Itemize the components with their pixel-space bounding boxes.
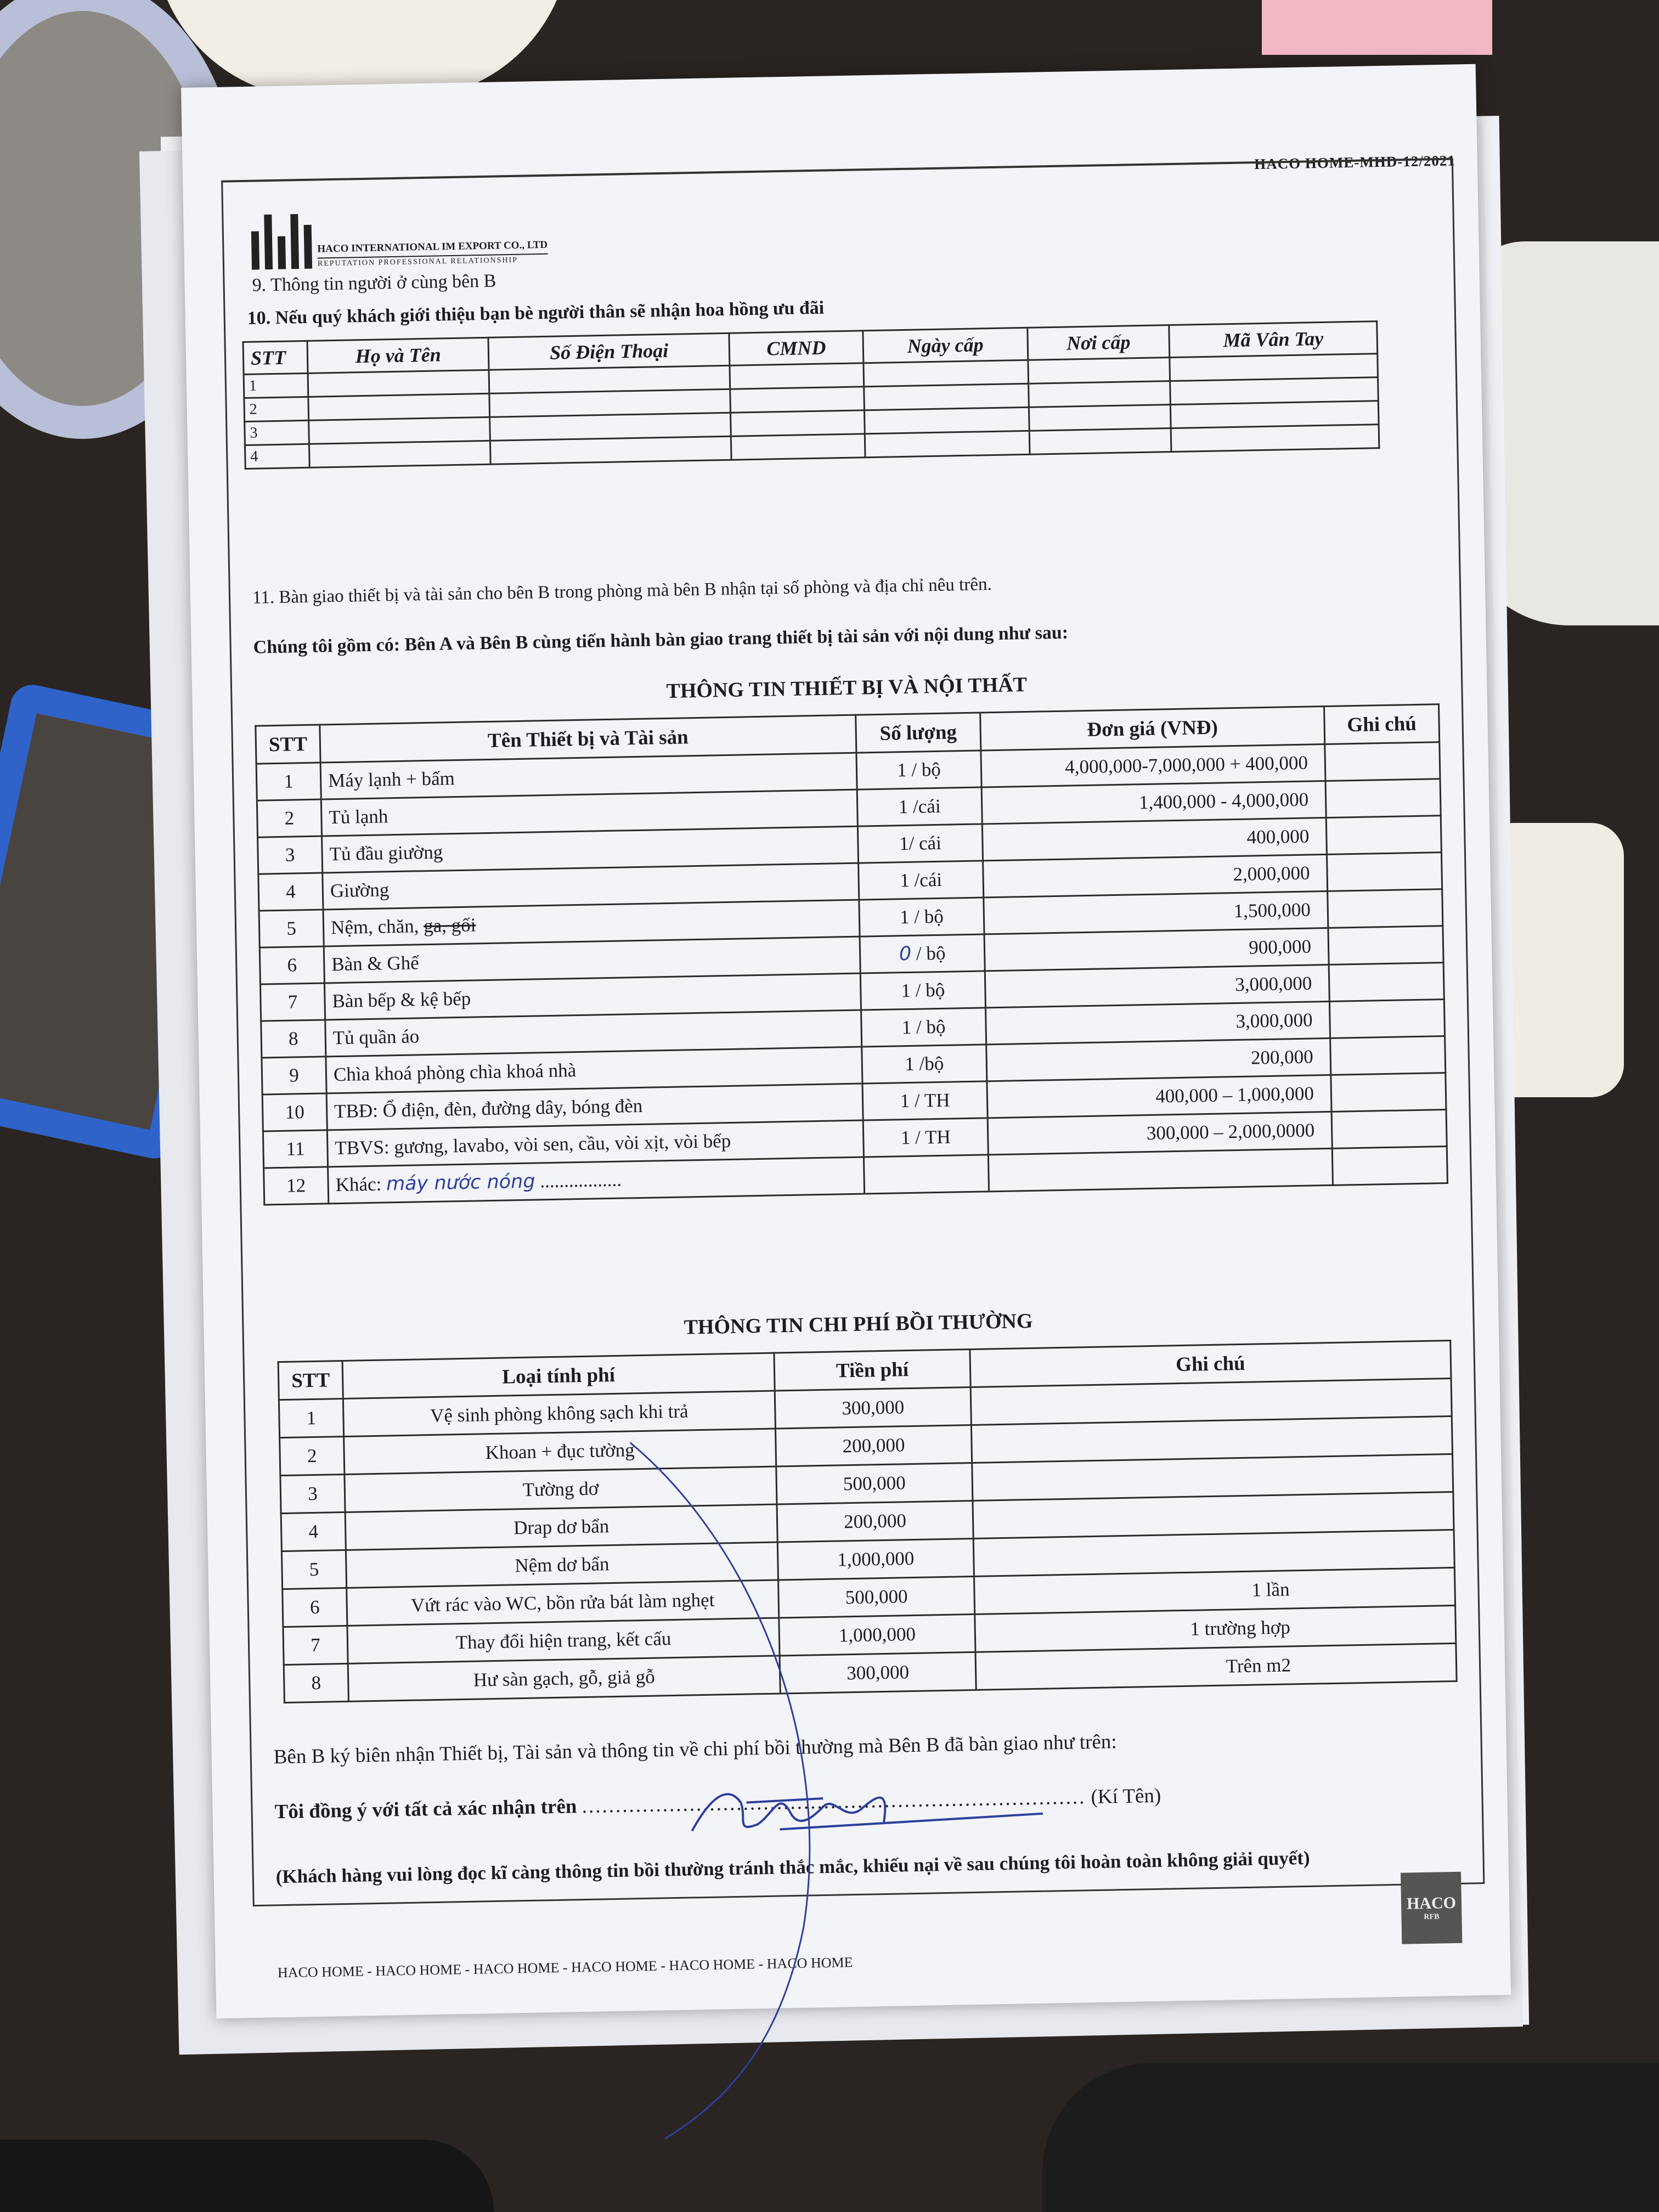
table-row: 3 Tủ đầu giường 1/ cái 400,000 (258, 816, 1442, 874)
col-note: Ghi chú (970, 1340, 1451, 1387)
col-fingerprint: Mã Vân Tay (1169, 321, 1378, 358)
table-row: 1 Vệ sinh phòng không sạch khi trả 300,000 (279, 1378, 1452, 1437)
row-number: 1 (244, 373, 308, 398)
document-page (181, 64, 1511, 2019)
footer-text: HACO HOME - HACO HOME - HACO HOME - HACO HOME - HACO HOME - HACO HOME (277, 1954, 853, 1981)
col-stt: STT (278, 1361, 343, 1400)
pen-stroke-icon (630, 1433, 862, 2150)
company-tagline: REPUTATION PROFESSIONAL RELATIONSHIP (317, 256, 518, 268)
table-row: 11 TBVS: gương, lavabo, vòi sen, cầu, vòi xịt, vòi bếp 1 / TH 300,000 – 2,000,0000 (263, 1110, 1447, 1169)
col-quantity: Số lượng (856, 713, 981, 753)
col-item-name: Tên Thiết bị và Tài sản (320, 715, 856, 763)
col-id: CMND (729, 331, 864, 365)
table-row: 6 Vứt rác vào WC, bồn rửa bát làm nghẹt 500,000 1 lần (283, 1567, 1455, 1627)
compensation-table (278, 1340, 1458, 1703)
document-frame (221, 158, 1485, 1981)
table-row: 3 Tường dơ 500,000 (280, 1454, 1453, 1513)
col-unit-price: Đơn giá (VNĐ) (980, 707, 1325, 751)
row-number: 3 (245, 420, 309, 445)
section-9-title: 9. Thông tin người ở cùng bên B (252, 270, 496, 296)
col-fee-type: Loại tính phí (342, 1353, 775, 1398)
background-fabric (1042, 2063, 1659, 2212)
other-label: Khác: (335, 1173, 382, 1196)
row-number: 2 (244, 397, 309, 421)
table-row: 7 Bàn bếp & kệ bếp 1 / bộ 3,000,000 (260, 963, 1444, 1022)
doc-code: HACO HOME-MHD-12/2021 (1254, 152, 1456, 173)
company-stamp: HACO RFB (1401, 1872, 1462, 1944)
company-name: HACO INTERNATIONAL IM EXPORT CO., LTD (317, 239, 548, 259)
background-pink-box (1262, 0, 1492, 55)
col-note: Ghi chú (1324, 704, 1440, 744)
signature-dots: ........................................................................... (582, 1786, 1086, 1818)
logo-mark-icon (251, 214, 312, 270)
equipment-title: THÔNG TIN THIẾT BỊ VÀ NỘI THẤT (666, 673, 1028, 703)
section-10-title: 10. Nếu quý khách giới thiệu bạn bè người thân sẽ nhận hoa hồng ưu đãi (247, 297, 825, 329)
table-row: 4 Giường 1 /cái 2,000,000 (258, 853, 1442, 911)
table-row: 5 Nệm dơ bẩn 1,000,000 (281, 1530, 1454, 1589)
table-row: 8 Tủ quần áo 1 / bộ 3,000,000 (261, 1000, 1445, 1058)
table-row: 4 Drap dơ bẩn 200,000 (281, 1492, 1454, 1551)
row-number: 4 (245, 444, 309, 469)
col-issue-place: Nơi cấp (1027, 325, 1170, 360)
background-fabric-left (0, 2140, 494, 2212)
struck-text: ga, gối (423, 914, 476, 937)
col-stt: STT (256, 725, 320, 764)
handwritten-quantity: 0 (899, 943, 912, 966)
table-row: 1 Máy lạnh + bấm 1 / bộ 4,000,000-7,000,000 + 400,000 (256, 742, 1440, 801)
col-name: Họ và Tên (307, 337, 489, 373)
company-logo (251, 210, 548, 270)
table-row: 2 Tủ lạnh 1 /cái 1,400,000 - 4,000,000 (257, 779, 1441, 838)
section-11-title: 11. Bàn giao thiết bị và tài sản cho bên B trong phòng mà bên B nhận tại số phòng và địa chỉ nêu trên. (252, 574, 992, 608)
col-issue-date: Ngày cấp (863, 328, 1028, 363)
table-row: 7 Thay đổi hiện trang, kết cấu 1,000,000 1 trường hợp (283, 1605, 1456, 1664)
table-row: 10 TBĐ: Ổ điện, đèn, đường dây, bóng đèn 1 / TH 400,000 – 1,000,000 (262, 1073, 1446, 1132)
warning-note: (Khách hàng vui lòng đọc kĩ càng thông tin bồi thường tránh thắc mắc, khiếu nại về sau chúng tôi hoàn toàn không giải quyết) (275, 1847, 1310, 1888)
table-row: 12 Khác: máy nước nóng ................. (264, 1147, 1448, 1205)
handwritten-other-item: máy nước nóng (386, 1170, 535, 1195)
table-row: 2 Khoan + đục tường 200,000 (280, 1416, 1453, 1475)
compensation-title: THÔNG TIN CHI PHÍ BỒI THƯỜNG (684, 1309, 1033, 1339)
col-phone: Số Điện Thoại (488, 333, 730, 370)
table-row: 6 Bàn & Ghế 0 / bộ 900,000 (259, 926, 1443, 985)
col-fee: Tiền phí (774, 1350, 970, 1391)
handover-intro: Chúng tôi gồm có: Bên A và Bên B cùng tiến hành bàn giao trang thiết bị tài sản với nội dung như sau: (253, 622, 1069, 658)
confirmation-text: Bên B ký biên nhận Thiết bị, Tài sản và thông tin về chi phí bồi thường mà Bên B đã bàn giao như trên: (273, 1730, 1117, 1769)
sign-label: (Kí Tên) (1091, 1784, 1161, 1809)
table-row: 5 Nệm, chăn, ga, gối 1 / bộ 1,500,000 (259, 889, 1443, 948)
col-stt: STT (243, 341, 308, 374)
equipment-table (255, 703, 1448, 1205)
table-row: 9 Chìa khoá phòng chìa khoá nhà 1 /bộ 200,000 (262, 1036, 1446, 1095)
table-row: 8 Hư sàn gạch, gỗ, giả gỗ 300,000 Trên m2 (284, 1643, 1457, 1702)
agreement-label: Tôi đồng ý với tất cả xác nhận trên (274, 1795, 577, 1824)
referral-table (242, 320, 1380, 470)
